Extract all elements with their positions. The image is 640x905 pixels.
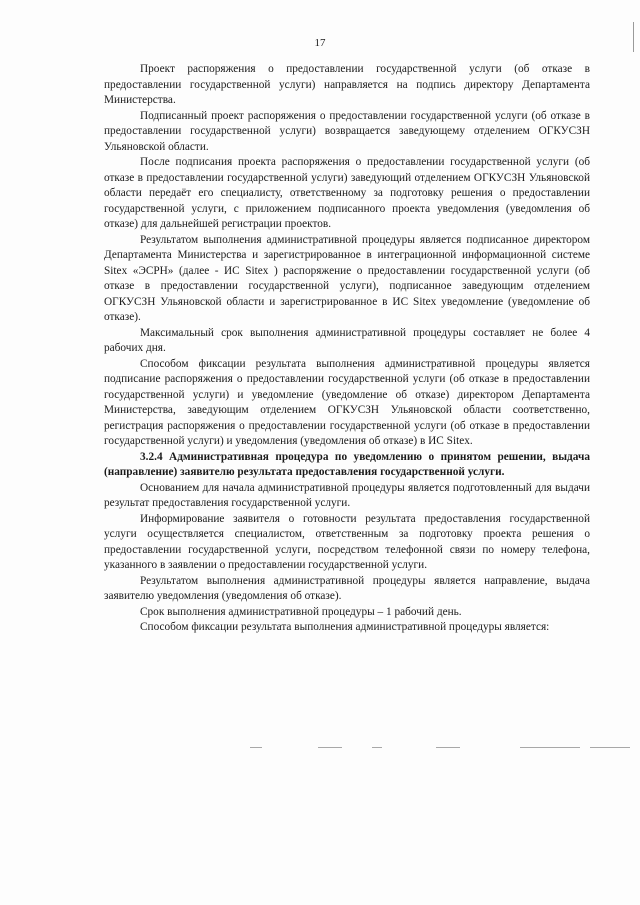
scan-artifact-line <box>520 747 580 748</box>
scan-artifact-line <box>590 747 630 748</box>
scan-edge-mark <box>633 22 634 52</box>
paragraph-applicant-informing: Информирование заявителя о готовности результата предоставления государственной услуги осуществляется специалистом, ответственным за подготовку проекта решения о предоставлении государственной услуги, посредством телефонной связи по номеру телефона, указанного в заявлении о предоставлении государственной услуги. <box>104 512 590 571</box>
paragraph-procedure-result: Результатом выполнения административной процедуры является подписанное директором Департамента Министерства и зарегистрированное в интеграционной информационной системе Sitex «ЭСРН» (далее - ИС Sitex ) распоряжение о предоставлении государственной услуги (об отказе в предоставлении государственной услуги), подписанное заведующим отделением ОГКУСЗН Ульяновской области и зарегистрированное в ИС Sitex уведомление (уведомление об отказе). <box>104 233 590 323</box>
paragraph-notification-result: Результатом выполнения административной процедуры является направление, выдача заявителю уведомления (уведомления об отказе). <box>104 574 590 602</box>
paragraph-fixation-method: Способом фиксации результата выполнения административной процедуры является подписание распоряжения о предоставлении государственной услуги (об отказе в предоставлении государственной услуги) и уведомление (уведомление об отказе) директором Департамента Министерства, заведующим отделением ОГКУСЗН Ульяновской области соответственно, регистрация распоряжения о предоставлении государственной услуги (об отказе в предоставлении государственной услуги) и уведомления (уведомления об отказе) в ИС Sitex. <box>104 357 590 447</box>
scan-artifact-line <box>372 747 382 748</box>
page-number: 17 <box>314 37 326 49</box>
paragraph-basis-for-start: Основанием для начала административной процедуры является подготовленный для выдачи результат предоставления государственной услуги. <box>104 481 590 509</box>
paragraph-after-signing: После подписания проекта распоряжения о предоставлении государственной услуги (об отказе в предоставлении государственной услуги) заведующий отделением ОГКУСЗН Ульяновской области передаёт его специалисту, ответственному за подготовку решения о предоставлении государственной услуги, с приложением подписанного проекта уведомления (уведомления об отказе) для дальнейшей регистрации проектов. <box>104 156 590 230</box>
scan-artifact-line <box>436 747 460 748</box>
paragraph-draft-sent-for-signature: Проект распоряжения о предоставлении государственной услуги (об отказе в предоставлении государственной услуги) направляется на подпись директору Департамента Министерства. <box>104 63 590 106</box>
scan-artifact-lines <box>0 747 640 751</box>
scan-artifact-line <box>250 747 262 748</box>
section-heading-3-2-4: 3.2.4 Административная процедура по уведомлению о принятом решении, выдача (направление) заявителю результата предоставления государственной услуги. <box>104 450 590 478</box>
paragraph-execution-term: Срок выполнения административной процедуры – 1 рабочий день. <box>140 605 462 618</box>
paragraph-signed-draft-returned: Подписанный проект распоряжения о предоставлении государственной услуги (об отказе в предоставлении государственной услуги) возвращается заведующему отделением ОГКУСЗН Ульяновской области. <box>104 109 590 153</box>
scan-artifact-line <box>318 747 342 748</box>
paragraph-maximum-term: Максимальный срок выполнения административной процедуры составляет не более 4 рабочих дня. <box>104 326 590 354</box>
paragraph-fixation-method-2: Способом фиксации результата выполнения административной процедуры является: <box>140 621 550 633</box>
document-body <box>104 62 590 636</box>
